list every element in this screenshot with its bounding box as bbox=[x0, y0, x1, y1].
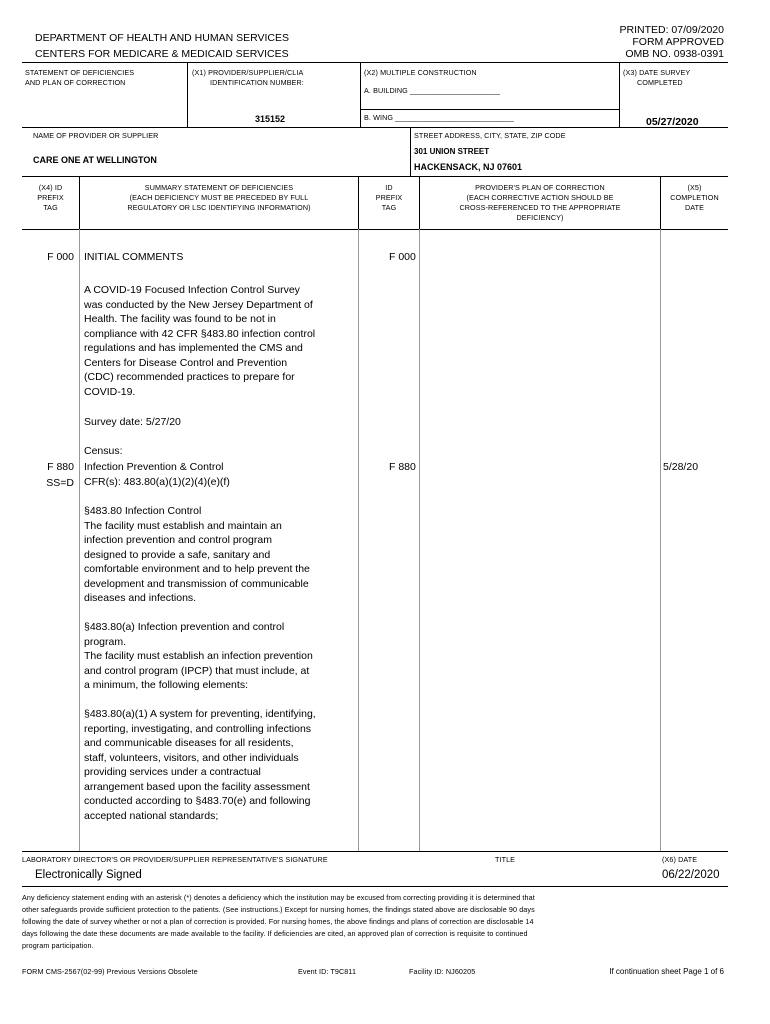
wing-label: B. WING _____________________________ bbox=[364, 113, 514, 122]
plan-header: PROVIDER'S PLAN OF CORRECTION (EACH CORRECTIVE ACTION SHOULD BE CROSS-REFERENCED TO THE APPROPRIATE DEFICIENCY) bbox=[459, 183, 621, 222]
paragraph-infection-control: §483.80 Infection Control The facility must establish and maintain an infection prevention and control program designed to provide a safe, sanitary and comfortable environment and to help prevent the development and transmission of communicable diseases and infections. bbox=[84, 505, 310, 604]
survey-completed-date: 05/27/2020 bbox=[646, 116, 699, 128]
agency-name: CENTERS FOR MEDICARE & MEDICAID SERVICES bbox=[35, 48, 289, 60]
statement-label: STATEMENT OF DEFICIENCIES bbox=[25, 68, 135, 77]
rule bbox=[187, 62, 188, 127]
survey-date: Survey date: 5/27/20 bbox=[84, 416, 181, 428]
plan-label: AND PLAN OF CORRECTION bbox=[25, 78, 126, 87]
completion-date: 5/28/20 bbox=[663, 461, 699, 473]
rule bbox=[22, 229, 728, 230]
x6-date-label: (X6) DATE bbox=[662, 855, 698, 864]
x1-label: (X1) PROVIDER/SUPPLIER/CLIA bbox=[192, 68, 304, 77]
scope-severity: SS=D bbox=[46, 477, 74, 489]
form-approved: FORM APPROVED bbox=[632, 36, 724, 48]
building-label: A. BUILDING ______________________ bbox=[364, 86, 501, 95]
id-tag-f000: F 000 bbox=[389, 251, 416, 263]
x5-header: (X5) COMPLETION DATE bbox=[670, 183, 719, 212]
page-number: If continuation sheet Page 1 of 6 bbox=[609, 967, 724, 976]
signature-label: LABORATORY DIRECTOR'S OR PROVIDER/SUPPLIER REPRESENTATIVE'S SIGNATURE bbox=[22, 855, 328, 864]
street-address: 301 UNION STREET bbox=[414, 147, 490, 156]
title-label: TITLE bbox=[495, 855, 516, 864]
x2-label: (X2) MULTIPLE CONSTRUCTION bbox=[364, 68, 477, 77]
provider-name: CARE ONE AT WELLINGTON bbox=[33, 155, 157, 165]
rule bbox=[79, 229, 80, 851]
rule bbox=[358, 229, 359, 851]
rule bbox=[22, 886, 728, 887]
tag-f000: F 000 bbox=[47, 251, 74, 263]
rule bbox=[360, 109, 619, 110]
rule bbox=[22, 62, 728, 63]
x1-label-2: IDENTIFICATION NUMBER: bbox=[210, 78, 304, 87]
signature-date: 06/22/2020 bbox=[662, 869, 720, 881]
x4-header: (X4) ID PREFIX TAG bbox=[37, 183, 64, 212]
facility-id: Facility ID: NJ60205 bbox=[409, 967, 476, 976]
event-id: Event ID: T9C811 bbox=[298, 967, 357, 976]
summary-header: SUMMARY STATEMENT OF DEFICIENCIES (EACH DEFICIENCY MUST BE PRECEDED BY FULL REGULATORY OR LSC IDENTIFYING INFORMATION) bbox=[127, 183, 311, 212]
provider-name-label: NAME OF PROVIDER OR SUPPLIER bbox=[33, 131, 159, 140]
signature-value: Electronically Signed bbox=[35, 869, 142, 881]
rule bbox=[619, 62, 620, 127]
census: Census: bbox=[84, 445, 123, 457]
form-number: FORM CMS-2567(02-99) Previous Versions Obsolete bbox=[22, 967, 198, 976]
disclaimer: Any deficiency statement ending with an asterisk (*) denotes a deficiency which the institution may be excused from correcting providing it is determined that other safeguards provide sufficient protection to the patients. (See instructions.) Except for nursing homes, the findings stated above are disclosable 90 days following the date of survey whether or not a plan of correction is provided. For nursing homes, the above findings and plans of correction are disclosable 14 days following the date these documents are made available to the facility. If deficiencies are cited, an approved plan of correction is requisite to continued program participation. bbox=[22, 893, 535, 950]
x3-label-2: COMPLETED bbox=[637, 78, 683, 87]
paragraph-system: §483.80(a)(1) A system for preventing, identifying, reporting, investigating, and controlling infections and communicable diseases for all residents, staff, volunteers, visitors, and other individuals providing services under a contractual arrangement based upon the facility assessment conducted according to §483.70(e) and following accepted national standards; bbox=[84, 708, 316, 822]
provider-id: 315152 bbox=[255, 114, 286, 124]
tag-f880: F 880 bbox=[47, 461, 74, 473]
rule bbox=[22, 851, 728, 852]
id-tag-f880: F 880 bbox=[389, 461, 416, 473]
x3-label: (X3) DATE SURVEY bbox=[623, 68, 691, 77]
paragraph-intro: A COVID-19 Focused Infection Control Survey was conducted by the New Jersey Department of Health. The facility was found to be not in compliance with 42 CFR §483.80 infection control regulations and has implemented the CMS and Centers for Disease Control and Prevention (CDC) recommended practices to prepare for COVID-19. bbox=[84, 284, 316, 398]
city-state-zip: HACKENSACK, NJ 07601 bbox=[414, 162, 523, 172]
rule bbox=[410, 127, 411, 176]
address-label: STREET ADDRESS, CITY, STATE, ZIP CODE bbox=[414, 131, 566, 140]
paragraph-ipcp: §483.80(a) Infection prevention and control program. The facility must establish an infection prevention and control program (IPCP) that must include, at a minimum, the following elements: bbox=[84, 621, 313, 691]
f880-title: Infection Prevention & Control bbox=[84, 461, 224, 473]
department-name: DEPARTMENT OF HEALTH AND HUMAN SERVICES bbox=[35, 32, 289, 44]
rule bbox=[22, 127, 728, 128]
rule bbox=[419, 229, 420, 851]
id-header: ID PREFIX TAG bbox=[375, 183, 403, 212]
omb-number: OMB NO. 0938-0391 bbox=[625, 48, 724, 60]
rule bbox=[660, 229, 661, 851]
rule bbox=[22, 176, 728, 177]
initial-comments-title: INITIAL COMMENTS bbox=[84, 251, 184, 263]
printed-date: PRINTED: 07/09/2020 bbox=[619, 24, 724, 36]
rule bbox=[360, 62, 361, 127]
cfr-reference: CFR(s): 483.80(a)(1)(2)(4)(e)(f) bbox=[84, 476, 230, 488]
